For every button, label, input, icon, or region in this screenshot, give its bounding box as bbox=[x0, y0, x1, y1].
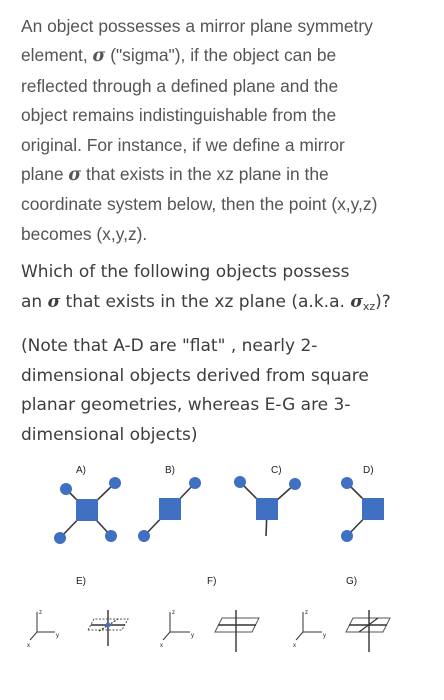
object-g bbox=[346, 610, 390, 652]
intro-line-3: reflected through a defined plane and the bbox=[21, 75, 339, 96]
x-axis bbox=[30, 632, 37, 640]
label-e: E) bbox=[76, 576, 86, 587]
sigma-symbol: σ bbox=[47, 291, 61, 312]
sigma-symbol: σ bbox=[92, 46, 106, 67]
intro-line-8: becomes (x,y,z). bbox=[21, 223, 148, 244]
intro-line-4: object remains indistinguishable from the bbox=[21, 105, 337, 126]
sigma-xz-symbol: σ bbox=[350, 291, 363, 312]
label-c: C) bbox=[271, 465, 282, 476]
intro-line-7: coordinate system below, then the point (x,y,z) bbox=[21, 194, 378, 215]
axis-label-y: y bbox=[323, 633, 326, 639]
x-axis bbox=[163, 632, 170, 640]
central-atom bbox=[106, 623, 111, 628]
question-line-1: Which of the following objects possess bbox=[21, 262, 350, 282]
intro-line-1: An object possesses a mirror plane symmetry bbox=[21, 16, 373, 36]
label-d: D) bbox=[363, 465, 374, 476]
intro-line-6-pre: plane bbox=[21, 164, 69, 185]
axis-label-z: z bbox=[172, 610, 175, 616]
object-d bbox=[341, 465, 384, 542]
intro-line-2-pre: element, bbox=[21, 45, 93, 66]
central-square bbox=[362, 498, 384, 520]
axis-label-z: z bbox=[305, 610, 308, 616]
ligand-ball bbox=[234, 476, 246, 488]
central-square bbox=[256, 498, 278, 520]
object-f bbox=[215, 610, 259, 652]
ligand-ball bbox=[109, 477, 121, 489]
axis-label-y: y bbox=[56, 633, 59, 639]
object-b bbox=[138, 465, 201, 542]
axis-label-x: x bbox=[27, 643, 30, 649]
ligand-ball bbox=[289, 478, 301, 490]
sigma-symbol: σ bbox=[68, 165, 82, 186]
sigma-subscript: xz bbox=[362, 299, 376, 313]
ligand-ball bbox=[189, 477, 201, 489]
central-square bbox=[159, 498, 181, 520]
question-line-2-post: )? bbox=[375, 291, 391, 312]
question-line-2-pre: an bbox=[21, 291, 48, 312]
note-line-2: dimensional objects derived from square bbox=[21, 365, 369, 386]
object-e bbox=[88, 610, 128, 646]
label-a: A) bbox=[76, 465, 86, 476]
note-line-4: dimensional objects) bbox=[21, 424, 198, 445]
intro-line-5: original. For instance, if we define a mirror bbox=[21, 134, 345, 155]
central-square bbox=[76, 499, 98, 521]
object-c bbox=[234, 465, 301, 536]
axis-label-x: x bbox=[293, 643, 296, 649]
coordinate-axes-g bbox=[293, 610, 326, 649]
intro-line-2-post: ("sigma"), if the object can be bbox=[105, 45, 337, 66]
ligand-ball bbox=[341, 477, 353, 489]
note-line-3: planar geometries, whereas E-G are 3- bbox=[21, 395, 351, 415]
coordinate-axes-e bbox=[27, 610, 59, 649]
label-g: G) bbox=[346, 576, 358, 587]
ligand-ball bbox=[341, 530, 353, 542]
question-line-2-mid: that exists in the xz plane (a.k.a. bbox=[60, 291, 351, 312]
axis-label-z: z bbox=[39, 610, 42, 616]
axis-label-x: x bbox=[160, 643, 163, 649]
ligand-ball bbox=[60, 483, 72, 495]
label-b: B) bbox=[165, 465, 175, 476]
coordinate-axes-f bbox=[160, 610, 194, 649]
ligand-ball bbox=[54, 532, 66, 544]
object-a bbox=[54, 465, 121, 544]
label-f: F) bbox=[207, 576, 217, 587]
note-line-1: (Note that A-D are "flat" , nearly 2- bbox=[21, 336, 318, 356]
ligand-ball bbox=[138, 530, 150, 542]
ligand-ball bbox=[105, 530, 117, 542]
x-axis bbox=[296, 632, 303, 640]
intro-line-6-post: that exists in the xz plane in the bbox=[81, 164, 329, 185]
axis-label-y: y bbox=[191, 633, 194, 639]
